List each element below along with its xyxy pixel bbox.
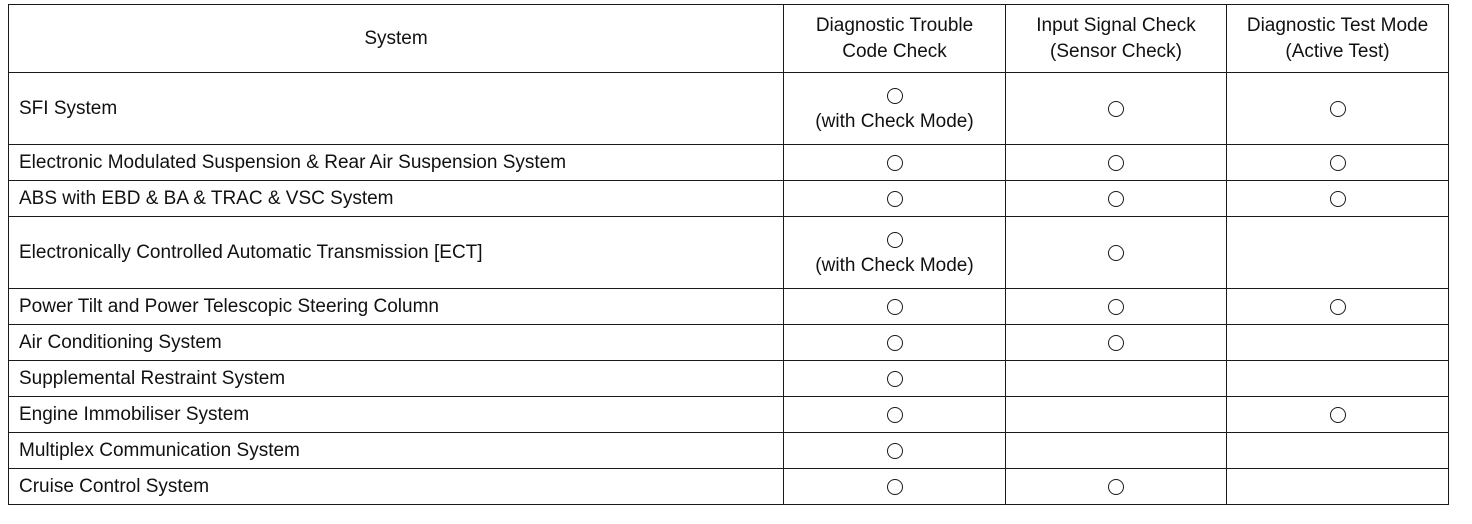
table-row [9, 145, 1449, 181]
dtc-cell [784, 397, 1006, 433]
circle-icon [887, 407, 903, 423]
table-row [9, 217, 1449, 289]
circle-icon [887, 443, 903, 459]
table-row [9, 433, 1449, 469]
table-row [9, 397, 1449, 433]
system-name-cell: Supplemental Restraint System [9, 361, 784, 397]
table-row [9, 181, 1449, 217]
diagnosis-function-table [8, 4, 1449, 505]
system-name-cell: Electronically Controlled Automatic Transmission [ECT] [9, 217, 784, 289]
system-name-cell: Cruise Control System [9, 469, 784, 505]
active-cell [1227, 325, 1449, 361]
table-row [9, 361, 1449, 397]
circle-icon [1108, 335, 1124, 351]
input-cell [1006, 73, 1227, 145]
active-cell [1227, 289, 1449, 325]
table-row [9, 289, 1449, 325]
header-diagnostic-trouble-code-check: Diagnostic Trouble Code Check [784, 5, 1006, 73]
system-name-cell: Electronic Modulated Suspension & Rear Air Suspension System [9, 145, 784, 181]
input-cell [1006, 289, 1227, 325]
dtc-cell [784, 325, 1006, 361]
table-row [9, 73, 1449, 145]
circle-icon [1330, 191, 1346, 207]
active-cell [1227, 73, 1449, 145]
input-cell [1006, 181, 1227, 217]
system-name-cell: ABS with EBD & BA & TRAC & VSC System [9, 181, 784, 217]
circle-icon [1108, 299, 1124, 315]
dtc-cell [784, 433, 1006, 469]
circle-icon [887, 88, 903, 104]
circle-icon [1330, 101, 1346, 117]
circle-icon [1108, 191, 1124, 207]
dtc-cell [784, 469, 1006, 505]
dtc-cell [784, 145, 1006, 181]
circle-icon [1108, 101, 1124, 117]
circle-icon [1108, 245, 1124, 261]
input-cell [1006, 469, 1227, 505]
system-name-cell: SFI System [9, 73, 784, 145]
circle-icon [887, 299, 903, 315]
input-cell [1006, 325, 1227, 361]
diagnosis-table-container [8, 4, 1449, 505]
system-name-cell: Power Tilt and Power Telescopic Steering Column [9, 289, 784, 325]
table-row [9, 469, 1449, 505]
input-cell [1006, 397, 1227, 433]
table-row [9, 325, 1449, 361]
active-cell [1227, 145, 1449, 181]
header-diagnostic-test-mode: Diagnostic Test Mode (Active Test) [1227, 5, 1449, 73]
circle-icon [887, 335, 903, 351]
table-body [9, 73, 1449, 505]
circle-icon [1108, 479, 1124, 495]
check-mode-note: (with Check Mode) [815, 254, 974, 276]
dtc-cell [784, 217, 1006, 289]
check-mode-note: (with Check Mode) [815, 110, 974, 132]
circle-icon [1330, 299, 1346, 315]
system-name-cell: Air Conditioning System [9, 325, 784, 361]
circle-icon [1330, 407, 1346, 423]
dtc-cell [784, 73, 1006, 145]
dtc-cell [784, 181, 1006, 217]
active-cell [1227, 217, 1449, 289]
system-name-cell: Multiplex Communication System [9, 433, 784, 469]
active-cell [1227, 469, 1449, 505]
input-cell [1006, 433, 1227, 469]
input-cell [1006, 145, 1227, 181]
active-cell [1227, 433, 1449, 469]
circle-icon [887, 155, 903, 171]
input-cell [1006, 217, 1227, 289]
table-header [9, 5, 1449, 73]
header-row [9, 5, 1449, 73]
circle-icon [1330, 155, 1346, 171]
dtc-cell [784, 361, 1006, 397]
circle-icon [1108, 155, 1124, 171]
active-cell [1227, 361, 1449, 397]
input-cell [1006, 361, 1227, 397]
circle-icon [887, 479, 903, 495]
header-input-signal-check: Input Signal Check (Sensor Check) [1006, 5, 1227, 73]
circle-icon [887, 191, 903, 207]
dtc-cell [784, 289, 1006, 325]
circle-icon [887, 371, 903, 387]
active-cell [1227, 397, 1449, 433]
circle-icon [887, 232, 903, 248]
active-cell [1227, 181, 1449, 217]
header-system: System [9, 5, 784, 73]
system-name-cell: Engine Immobiliser System [9, 397, 784, 433]
